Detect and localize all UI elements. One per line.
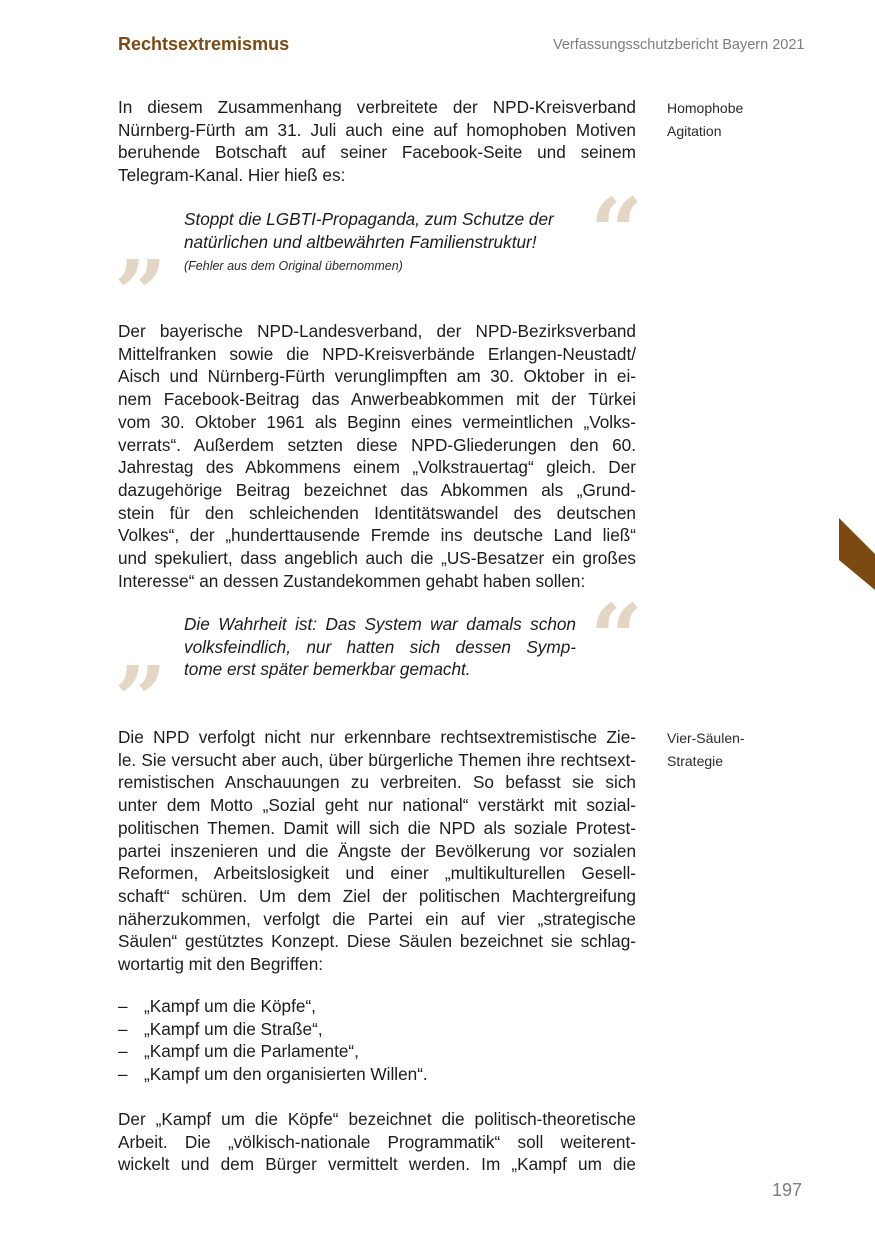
text-line: politischen Themen. Damit will sich die NPD als soziale Protest-: [118, 817, 636, 838]
text-line: beruhende Botschaft auf seiner Facebook-Seite und seinem: [118, 142, 636, 163]
text-line: remistischen Anschauungen zu verbreiten. So befasst sie sich: [118, 772, 636, 793]
text-line: näherzukommen, verfolgt die Partei ein auf vier „strategische: [118, 908, 636, 929]
dash-icon: –: [118, 1018, 128, 1039]
paragraph-1: [118, 96, 636, 187]
quote-line: natürlichen und altbewährten Familienstruktur!: [184, 231, 537, 252]
list-item: [118, 1040, 428, 1063]
dash-icon: –: [118, 996, 128, 1016]
text-line: Der bayerische NPD-Landesverband, der NPD-Bezirksverband: [118, 321, 636, 341]
close-quote-mark-icon: ”: [114, 240, 167, 348]
text-line: Volkes“, der „hunderttausende Fremde ins deutsche Land ließ“: [118, 525, 636, 546]
list-item-text: „Kampf um den organisierten Willen“.: [144, 1064, 428, 1085]
text-line: le. Sie versucht aber auch, über bürgerliche Themen ihre rechtsext-: [118, 749, 636, 770]
quote-line: Stoppt die LGBTI-Propaganda, zum Schutze der: [184, 209, 554, 229]
text-line: stein für den schleichenden Identitätswandel des deutschen: [118, 502, 636, 523]
list-item: [118, 1018, 428, 1041]
list-item-text: „Kampf um die Köpfe“,: [144, 996, 316, 1016]
text-line: verrats“. Außerdem setzten diese NPD-Gliederungen den 60.: [118, 434, 636, 455]
text-line: schaft“ schüren. Um dem Ziel der politischen Machtergreifung: [118, 885, 636, 906]
text-line: Interesse“ an dessen Zustandekommen gehabt haben sollen:: [118, 570, 586, 591]
quote-line: volksfeindlich, nur hatten sich dessen Symp-: [184, 636, 576, 657]
text-line: Telegram-Kanal. Hier hieß es:: [118, 165, 346, 186]
quote-line: Die Wahrheit ist: Das System war damals schon: [184, 614, 576, 634]
text-line: nem Facebook-Beitrag das Anwerbeabkommen mit der Türkei: [118, 389, 636, 410]
dash-icon: –: [118, 1041, 128, 1062]
margin-note-line: Homophobe: [667, 100, 744, 116]
pillars-list: [118, 995, 428, 1086]
text-line: partei inszenieren und die Ängste der Bevölkerung vor sozialen: [118, 840, 636, 861]
list-item: [118, 995, 428, 1018]
page-number: 197: [772, 1180, 803, 1200]
chapter-title: Rechtsextremismus: [118, 34, 290, 54]
list-item-text: „Kampf um die Straße“,: [144, 1018, 323, 1039]
paragraph-3: [118, 726, 636, 976]
margin-note-line: Agitation: [667, 122, 722, 139]
paragraph-2: [118, 320, 636, 592]
text-line: unter dem Motto „Sozial geht nur national“ verstärkt mit sozial-: [118, 795, 636, 816]
margin-note-homophobe: [667, 97, 743, 142]
list-item-text: „Kampf um die Parlamente“,: [144, 1041, 359, 1062]
text-line: Mittelfranken sowie die NPD-Kreisverbände Erlangen-Neustadt/: [118, 343, 636, 364]
dash-icon: –: [118, 1064, 128, 1085]
text-line: Aisch und Nürnberg-Fürth verunglimpften am 30. Oktober in ei-: [118, 366, 636, 387]
close-quote-mark-icon: ”: [114, 646, 167, 754]
margin-note-line: Vier-Säulen-: [667, 730, 745, 746]
quote-note: (Fehler aus dem Original übernommen): [184, 259, 403, 273]
text-line: Reformen, Arbeitslosigkeit und einer „multikulturellen Gesell-: [118, 863, 636, 884]
text-line: Jahrestag des Abkommens einem „Volkstrauertag“ gleich. Der: [118, 457, 636, 478]
margin-note-line: Strategie: [667, 752, 724, 769]
text-line: vom 30. Oktober 1961 als Beginn eines vermeintlichen „Volks-: [118, 411, 636, 432]
quote-1: [184, 208, 576, 253]
text-line: Die NPD verfolgt nicht nur erkennbare rechtsextremistische Zie-: [118, 727, 636, 747]
text-line: wickelt und dem Bürger vermittelt werden. Im „Kampf um die: [118, 1154, 636, 1175]
text-line: und spekuliert, dass angeblich auch die „US-Besatzer ein großes: [118, 548, 636, 569]
list-item: [118, 1063, 428, 1086]
text-line: In diesem Zusammenhang verbreitete der NPD-Kreisverband: [118, 97, 636, 117]
quote-2: [184, 613, 576, 681]
margin-note-vier-saeulen: [667, 727, 745, 772]
text-line: dazugehörige Beitrag bezeichnet das Abkommen als „Grund-: [118, 479, 636, 500]
quote-line: tome erst später bemerkbar gemacht.: [184, 659, 471, 680]
chapter-tab-marker: [839, 518, 875, 590]
open-quote-mark-icon: “: [590, 178, 643, 286]
paragraph-4: [118, 1108, 636, 1176]
report-title: Verfassungsschutzbericht Bayern 2021: [553, 37, 805, 53]
text-line: wortartig mit den Begriffen:: [118, 954, 324, 975]
text-line: Der „Kampf um die Köpfe“ bezeichnet die politisch-theoretische: [118, 1109, 636, 1129]
text-line: Arbeit. Die „völkisch-nationale Programmatik“ soll weiterent-: [118, 1131, 636, 1152]
text-line: Säulen“ gestütztes Konzept. Diese Säulen bezeichnet sie schlag-: [118, 931, 636, 952]
text-line: Nürnberg-Fürth am 31. Juli auch eine auf homophoben Motiven: [118, 119, 636, 140]
open-quote-mark-icon: “: [590, 584, 643, 692]
chapter-tab-shape: [839, 518, 875, 590]
